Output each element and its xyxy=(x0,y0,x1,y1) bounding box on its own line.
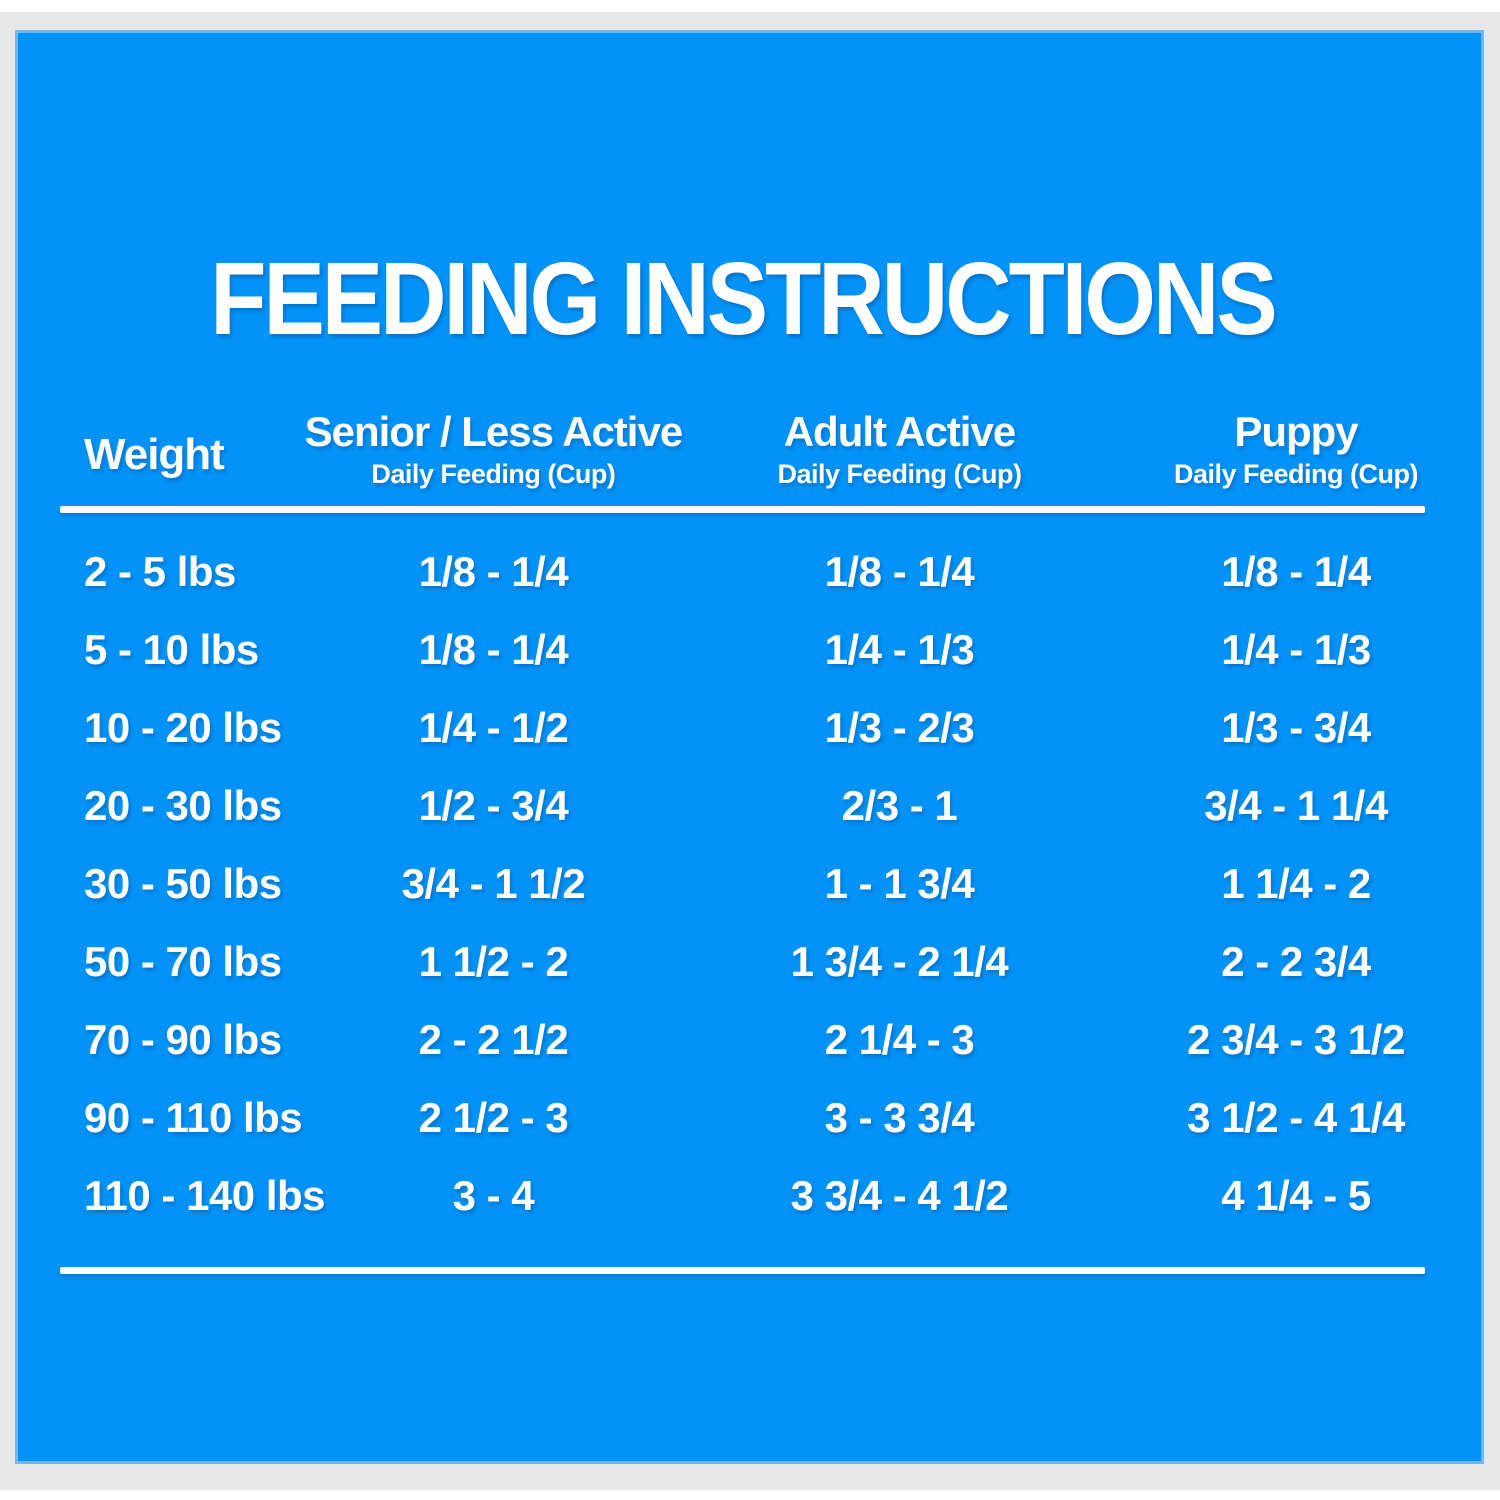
column-header-puppy-label: Puppy xyxy=(1234,408,1358,455)
footer-divider-line xyxy=(60,1267,1425,1274)
table-header-row xyxy=(60,410,1425,490)
table-row xyxy=(60,1157,1425,1235)
header-divider-line xyxy=(60,506,1425,513)
table-body xyxy=(60,533,1425,1235)
weight-cell: 5 - 10 lbs xyxy=(84,626,259,674)
adult-value-cell: 1 3/4 - 2 1/4 xyxy=(790,938,1009,986)
column-header-senior-label: Senior / Less Active xyxy=(304,408,683,455)
weight-cell: 90 - 110 lbs xyxy=(84,1094,303,1142)
adult-value-cell: 2 1/4 - 3 xyxy=(824,1016,975,1064)
puppy-value-cell: 1/3 - 3/4 xyxy=(1221,704,1371,752)
senior-value-cell: 1/8 - 1/4 xyxy=(418,626,569,674)
table-row xyxy=(60,689,1425,767)
adult-value-cell: 1/4 - 1/3 xyxy=(824,626,975,674)
puppy-value-cell: 1/4 - 1/3 xyxy=(1221,626,1371,674)
senior-value-cell: 1/2 - 3/4 xyxy=(418,782,569,830)
puppy-value-cell: 2 3/4 - 3 1/2 xyxy=(1187,1016,1405,1064)
weight-cell: 20 - 30 lbs xyxy=(84,782,282,830)
column-header-weight-label: Weight xyxy=(84,429,224,479)
column-header-adult xyxy=(688,410,1111,490)
weight-cell: 10 - 20 lbs xyxy=(84,704,282,752)
column-header-puppy-sublabel: Daily Feeding (Cup) xyxy=(1173,459,1418,490)
senior-value-cell: 1/8 - 1/4 xyxy=(418,548,569,596)
column-header-senior-sublabel: Daily Feeding (Cup) xyxy=(371,459,616,490)
adult-value-cell: 3 - 3 3/4 xyxy=(824,1094,975,1142)
weight-cell: 110 - 140 lbs xyxy=(84,1172,326,1220)
table-row xyxy=(60,845,1425,923)
column-header-adult-sublabel: Daily Feeding (Cup) xyxy=(777,459,1022,490)
weight-cell: 30 - 50 lbs xyxy=(84,860,282,908)
puppy-value-cell: 1/8 - 1/4 xyxy=(1221,548,1371,596)
puppy-value-cell: 3/4 - 1 1/4 xyxy=(1204,782,1388,830)
weight-cell: 50 - 70 lbs xyxy=(84,938,282,986)
adult-value-cell: 1/8 - 1/4 xyxy=(824,548,975,596)
table-row xyxy=(60,1001,1425,1079)
puppy-value-cell: 3 1/2 - 4 1/4 xyxy=(1187,1094,1405,1142)
adult-value-cell: 1 - 1 3/4 xyxy=(824,860,975,908)
column-header-senior xyxy=(299,410,688,490)
table-row xyxy=(60,767,1425,845)
senior-value-cell: 2 1/2 - 3 xyxy=(418,1094,569,1142)
puppy-value-cell: 4 1/4 - 5 xyxy=(1221,1172,1371,1220)
senior-value-cell: 1/4 - 1/2 xyxy=(418,704,569,752)
senior-value-cell: 3/4 - 1 1/2 xyxy=(401,860,586,908)
panel-content xyxy=(60,240,1425,1274)
page-title: FEEDING INSTRUCTIONS xyxy=(210,241,1275,357)
senior-value-cell: 3 - 4 xyxy=(452,1172,535,1220)
column-header-puppy xyxy=(1139,410,1453,490)
weight-cell: 2 - 5 lbs xyxy=(84,548,236,596)
puppy-value-cell: 1 1/4 - 2 xyxy=(1221,860,1371,908)
table-row xyxy=(60,1079,1425,1157)
column-header-adult-label: Adult Active xyxy=(783,408,1016,455)
puppy-value-cell: 2 - 2 3/4 xyxy=(1221,938,1371,986)
weight-cell: 70 - 90 lbs xyxy=(84,1016,282,1064)
adult-value-cell: 1/3 - 2/3 xyxy=(824,704,975,752)
column-header-weight xyxy=(60,429,299,490)
adult-value-cell: 2/3 - 1 xyxy=(841,782,958,830)
senior-value-cell: 2 - 2 1/2 xyxy=(418,1016,569,1064)
table-row xyxy=(60,533,1425,611)
table-row xyxy=(60,923,1425,1001)
adult-value-cell: 3 3/4 - 4 1/2 xyxy=(790,1172,1009,1220)
senior-value-cell: 1 1/2 - 2 xyxy=(418,938,569,986)
table-row xyxy=(60,611,1425,689)
